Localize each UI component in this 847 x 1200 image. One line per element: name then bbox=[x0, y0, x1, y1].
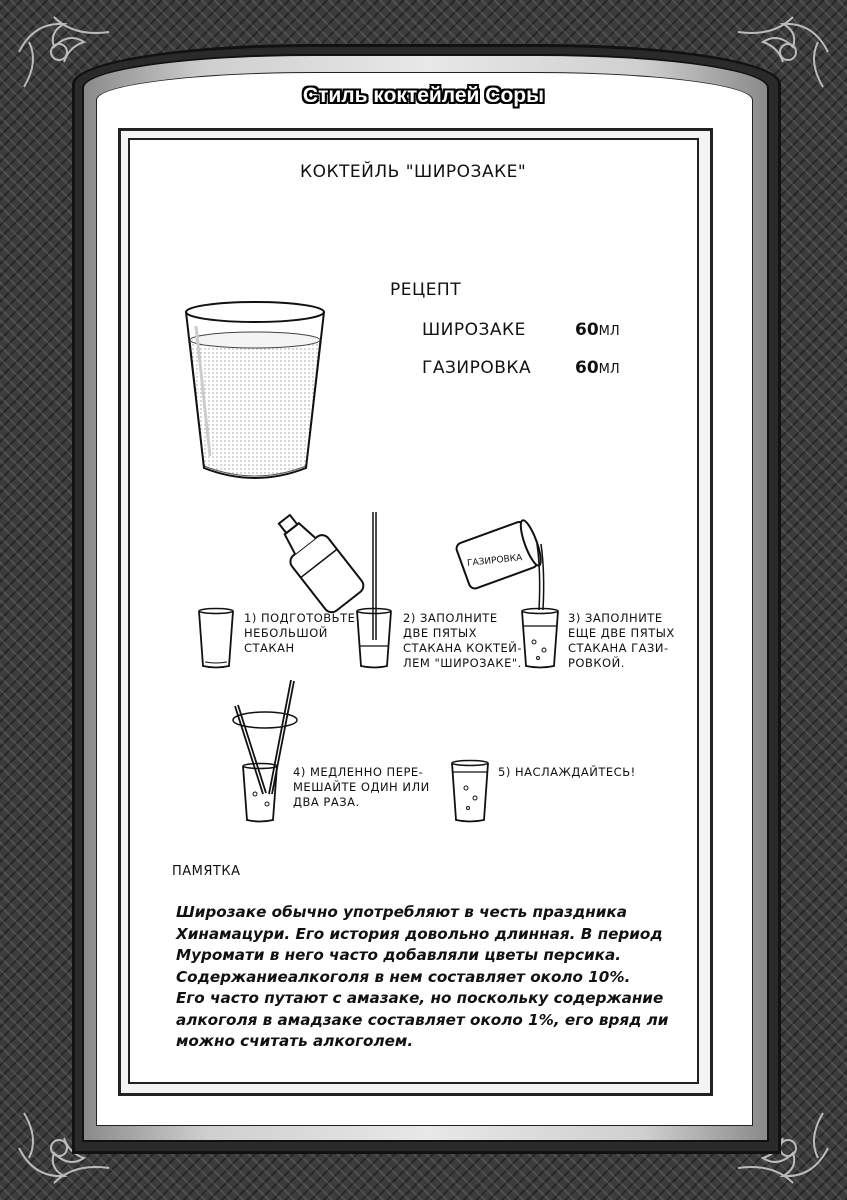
ingredient-amount bbox=[575, 358, 620, 378]
step-number: 5) bbox=[498, 765, 511, 779]
step-line: ЗАПОЛНИТЕ bbox=[419, 611, 498, 625]
step-line: ЛЕМ "ШИРОЗАКЕ". bbox=[403, 656, 522, 670]
step-5 bbox=[498, 765, 636, 780]
cocktail-title: КОКТЕЙЛЬ "ШИРОЗАКЕ" bbox=[300, 162, 527, 182]
memo-heading: ПАМЯТКА bbox=[172, 864, 241, 879]
memo-text: Широзаке обычно употребляют в честь праздника Хинамацури. Его история довольно длинная. В период Муромати в него часто добавляли цветы персика. Содержаниеалкоголя в нем составляет около 10%. Его часто путают с амазаке, но поскольку содержание алкоголя в амадзаке составляет около 1%, его вряд ли можно считать алкоголем. bbox=[176, 903, 669, 1050]
recipe-heading: РЕЦЕПТ bbox=[390, 280, 462, 300]
step-number: 4) bbox=[293, 765, 306, 779]
glass-illustration-icon bbox=[180, 296, 330, 486]
step-line: СТАКАНА КОКТЕЙ- bbox=[403, 641, 523, 655]
ingredient-name: ГАЗИРОВКА bbox=[422, 358, 532, 378]
amount-unit: МЛ bbox=[598, 362, 620, 377]
page-banner: Стиль коктейлей Соры bbox=[302, 84, 545, 107]
step-line: ДВА РАЗА. bbox=[293, 795, 360, 809]
step-4 bbox=[293, 765, 430, 810]
step-line: СТАКАН bbox=[244, 641, 295, 655]
step-line: МЕДЛЕННО ПЕРЕ- bbox=[309, 765, 424, 779]
small-glass-icon bbox=[520, 608, 560, 670]
small-glass-icon bbox=[355, 608, 393, 670]
step-line: СТАКАНА ГАЗИ- bbox=[568, 641, 669, 655]
ingredient-name: ШИРОЗАКЕ bbox=[422, 320, 526, 340]
step-line: ЗАПОЛНИТЕ bbox=[584, 611, 663, 625]
step-line: МЕШАЙТЕ ОДИН ИЛИ bbox=[293, 780, 430, 794]
small-glass-icon bbox=[197, 608, 235, 670]
step-line: НАСЛАЖДАЙТЕСЬ! bbox=[514, 765, 636, 779]
step-line: ПОДГОТОВЬТЕ bbox=[260, 611, 356, 625]
step-line: НЕБОЛЬШОЙ bbox=[244, 626, 328, 640]
step-number: 3) bbox=[568, 611, 581, 625]
step-line: ДВЕ ПЯТЫХ bbox=[403, 626, 477, 640]
can-label: ГАЗИРОВКА bbox=[466, 553, 523, 569]
ingredient-amount bbox=[575, 320, 620, 340]
finished-glass-icon bbox=[450, 760, 490, 824]
amount-value: 60 bbox=[575, 320, 599, 340]
step-1 bbox=[244, 611, 355, 656]
amount-value: 60 bbox=[575, 358, 599, 378]
step-number: 1) bbox=[244, 611, 257, 625]
step-line: ЕЩЕ ДВЕ ПЯТЫХ bbox=[568, 626, 675, 640]
amount-unit: МЛ bbox=[598, 324, 620, 339]
step-line: РОВКОЙ. bbox=[568, 656, 625, 670]
step-2 bbox=[403, 611, 522, 671]
step-3 bbox=[568, 611, 675, 671]
step-number: 2) bbox=[403, 611, 416, 625]
